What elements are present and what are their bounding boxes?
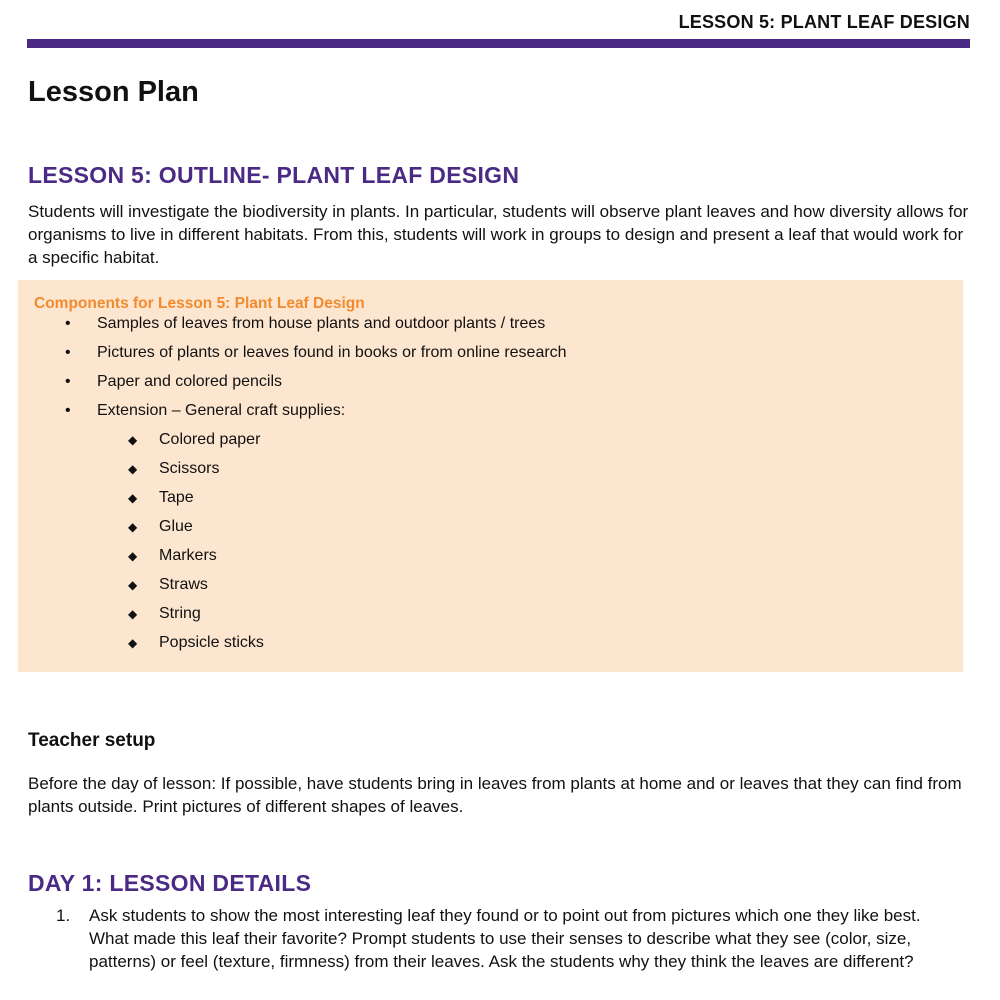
sub-list-item xyxy=(18,603,963,632)
step-item xyxy=(28,904,958,973)
page-title: Lesson Plan xyxy=(28,76,199,108)
day1-steps xyxy=(28,904,958,973)
step-text: Ask students to show the most interesting leaf they found or to point out from pictures which one they like best. What made this leaf their favorite? Prompt students to use their senses to describe what they see (color, size, patterns) or feel (texture, firmness) from their leaves. Ask the students why they think the leaves are different? xyxy=(89,906,921,971)
diamond-bullet-icon: ◆ xyxy=(128,433,138,447)
components-title: Components for Lesson 5: Plant Leaf Design xyxy=(34,295,365,312)
list-item xyxy=(18,400,963,651)
sub-list-item-text: Glue xyxy=(159,518,193,535)
sub-list-item xyxy=(18,429,963,458)
sub-list-item xyxy=(18,458,963,487)
sub-list-item-text: Straws xyxy=(159,576,208,593)
sub-list-item xyxy=(18,487,963,516)
header-rule xyxy=(27,39,970,48)
teacher-setup-text: Before the day of lesson: If possible, have students bring in leaves from plants at home and or leaves that they can find from plants outside. Print pictures of different shapes of leaves. xyxy=(28,774,962,816)
list-item-text: Extension – General craft supplies: xyxy=(97,402,346,419)
day1-title: DAY 1: LESSON DETAILS xyxy=(28,870,312,896)
sub-list-item-text: Popsicle sticks xyxy=(159,634,264,651)
diamond-bullet-icon: ◆ xyxy=(128,549,138,563)
diamond-bullet-icon: ◆ xyxy=(128,636,138,650)
diamond-bullet-icon: ◆ xyxy=(128,520,138,534)
craft-supplies-list xyxy=(18,429,963,661)
teacher-setup-title: Teacher setup xyxy=(28,730,156,751)
diamond-bullet-icon: ◆ xyxy=(128,578,138,592)
components-box xyxy=(18,280,963,672)
list-item xyxy=(18,371,963,400)
sub-list-item-text: Markers xyxy=(159,547,217,564)
bullet-icon: • xyxy=(65,402,71,419)
step-number: 1. xyxy=(56,906,71,925)
diamond-bullet-icon: ◆ xyxy=(128,607,138,621)
sub-list-item xyxy=(18,574,963,603)
header-title: LESSON 5: PLANT LEAF DESIGN xyxy=(678,12,970,32)
list-item xyxy=(18,313,963,342)
outline-intro: Students will investigate the biodiversity in plants. In particular, students will observe plant leaves and how diversity allows for organisms to live in different habitats. From this, students will work in groups to design and present a leaf that would work for a specific habitat. xyxy=(28,202,969,267)
bullet-icon: • xyxy=(65,373,71,390)
sub-list-item xyxy=(18,516,963,545)
sub-list-item-text: Colored paper xyxy=(159,431,261,448)
sub-list-item-text: Tape xyxy=(159,489,194,506)
sub-list-item-text: String xyxy=(159,605,201,622)
sub-list-item-text: Scissors xyxy=(159,460,220,477)
bullet-icon: • xyxy=(65,315,71,332)
list-item xyxy=(18,342,963,371)
list-item-text: Paper and colored pencils xyxy=(97,373,283,390)
diamond-bullet-icon: ◆ xyxy=(128,491,138,505)
sub-list-item xyxy=(18,632,963,661)
components-list xyxy=(18,313,963,651)
sub-list-item xyxy=(18,545,963,574)
list-item-text: Pictures of plants or leaves found in books or from online research xyxy=(97,344,567,361)
outline-title: LESSON 5: OUTLINE- PLANT LEAF DESIGN xyxy=(28,162,520,188)
diamond-bullet-icon: ◆ xyxy=(128,462,138,476)
bullet-icon: • xyxy=(65,344,71,361)
list-item-text: Samples of leaves from house plants and outdoor plants / trees xyxy=(97,315,546,332)
